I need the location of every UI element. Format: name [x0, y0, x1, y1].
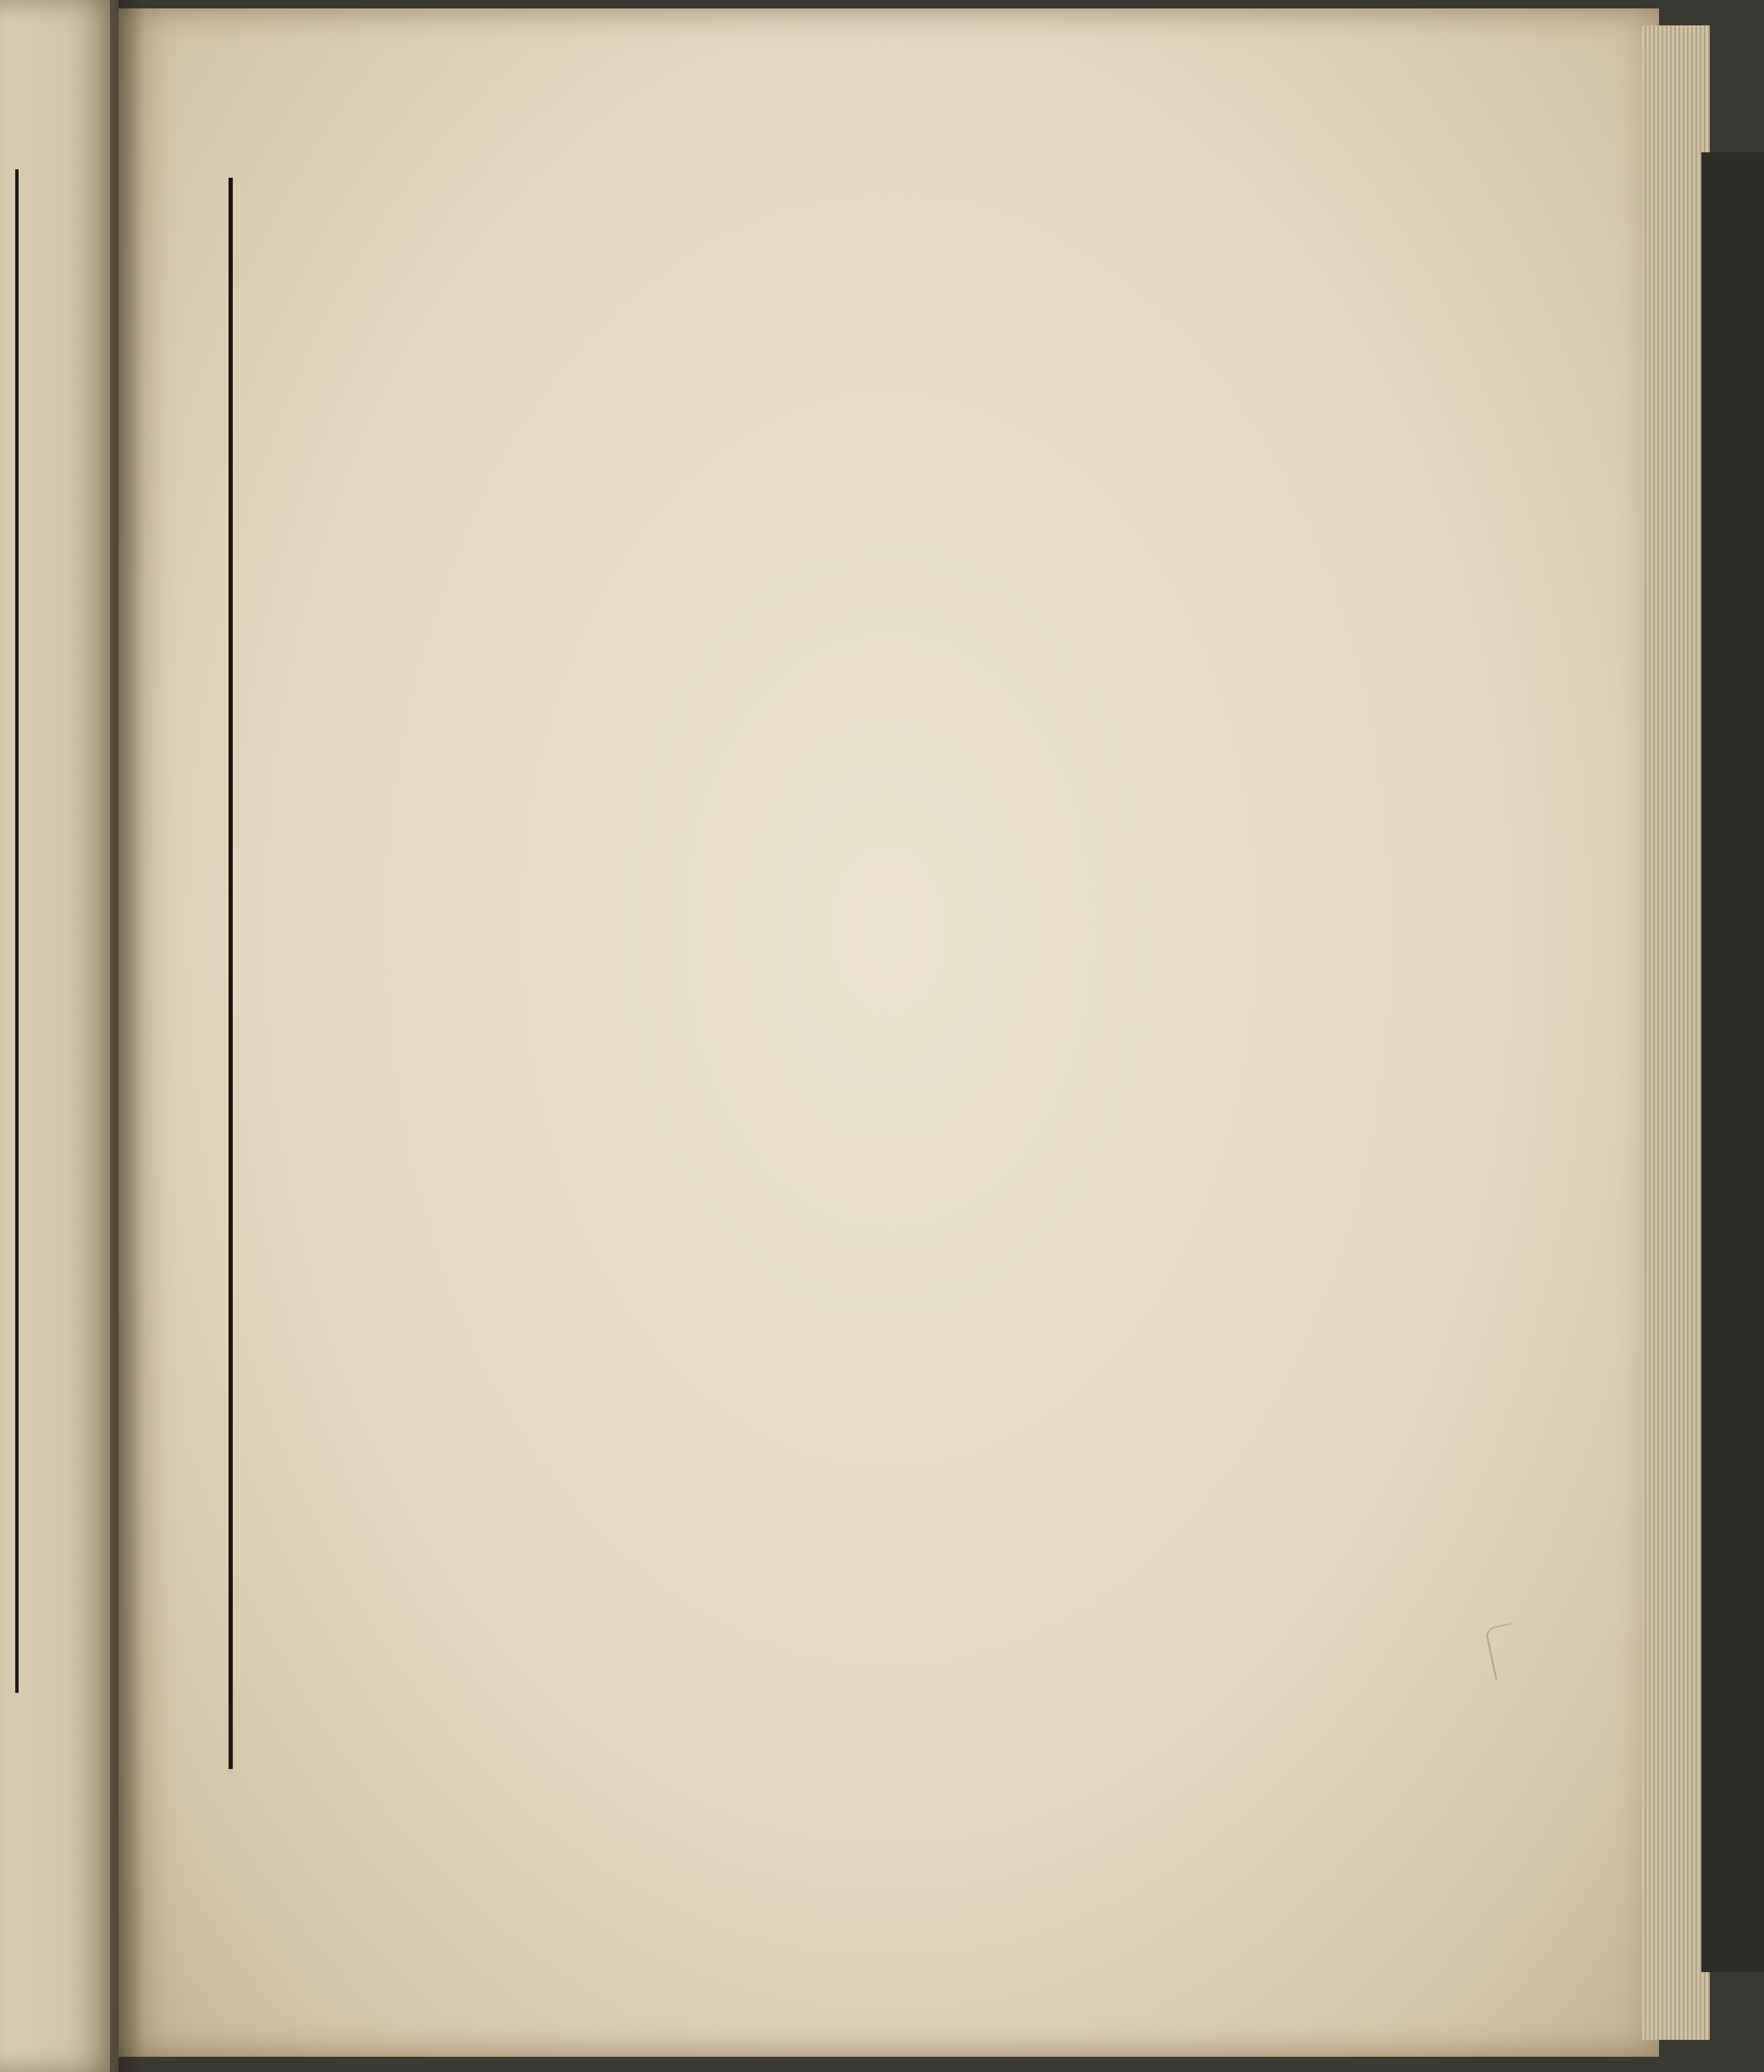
ornament-border-right [1320, 161, 1380, 1769]
book-cover [1701, 152, 1764, 1972]
border-left-rule [229, 178, 233, 1769]
ornament-border-top [254, 157, 1388, 216]
spine-shadow [110, 0, 144, 2072]
page-edges [1642, 25, 1710, 2040]
left-page-rule [15, 169, 19, 1693]
left-facing-page [0, 0, 119, 2072]
ornament-border-bottom [229, 1693, 1380, 1786]
show-through-text [1388, 195, 1608, 1718]
